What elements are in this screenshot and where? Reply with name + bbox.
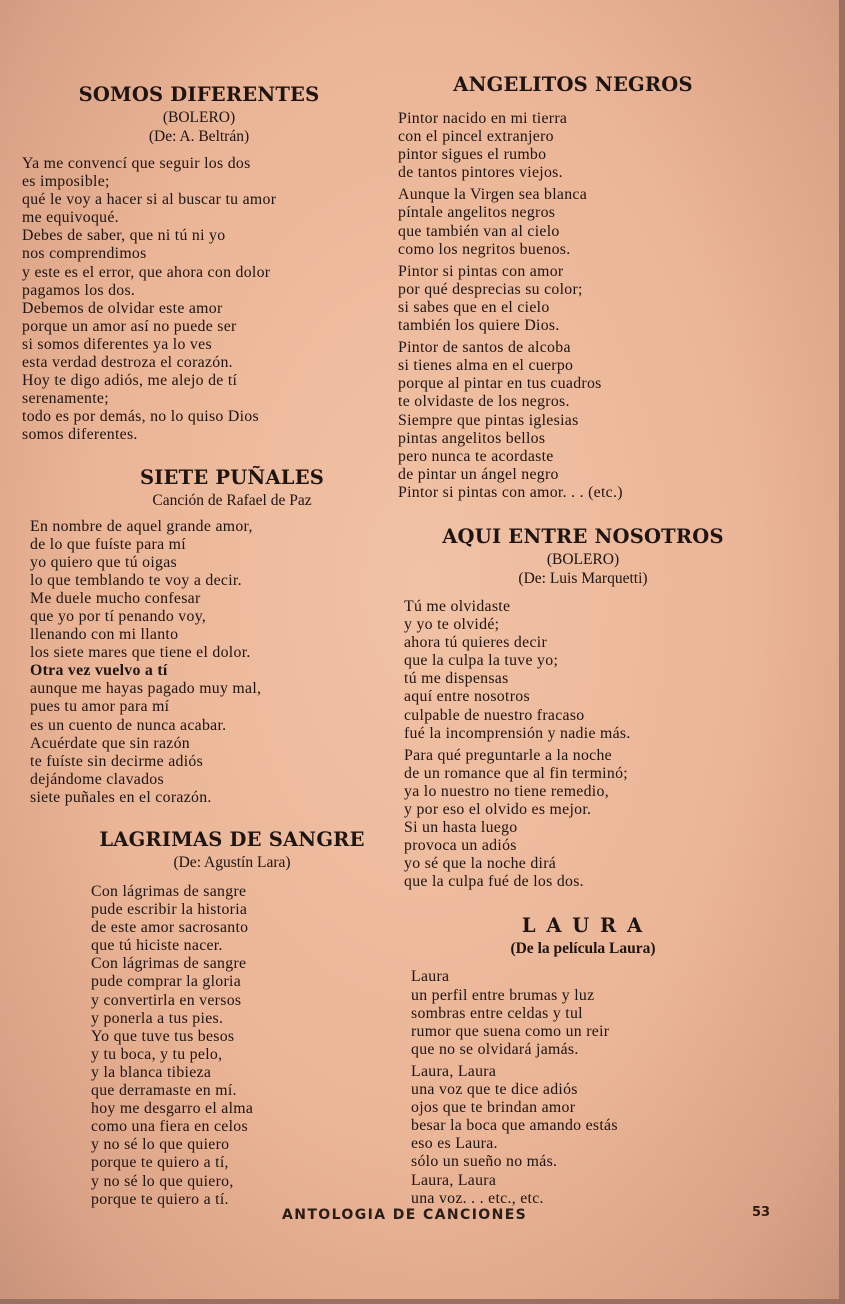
lyric-line: y no sé lo que quiero, bbox=[91, 1172, 234, 1190]
song-title: SIETE PUÑALES bbox=[139, 465, 325, 489]
lyric-line: y la blanca tibieza bbox=[91, 1063, 212, 1081]
lyric-line: es imposible; bbox=[22, 173, 110, 191]
lyric-line: Pintor nacido en mi tierra bbox=[398, 110, 568, 127]
lyric-line: te olvidaste de los negros. bbox=[398, 393, 570, 411]
lyric-line: ojos que te brindan amor bbox=[411, 1099, 576, 1117]
lyric-line: sombras entre celdas y tul bbox=[411, 1004, 583, 1022]
lyric-line: y este es el error, que ahora con dolor bbox=[22, 263, 271, 281]
song-title: AQUI ENTRE NOSOTROS bbox=[442, 524, 724, 548]
lyric-line: pues tu amor para mí bbox=[30, 698, 170, 716]
lyric-line: Debemos de olvidar este amor bbox=[22, 299, 223, 317]
lyric-line: y convertirla en versos bbox=[91, 991, 242, 1009]
lyric-line: que no se olvidará jamás. bbox=[411, 1040, 579, 1058]
lyric-line: también los quiere Dios. bbox=[398, 317, 560, 335]
lyric-line: una voz. . . etc., etc. bbox=[411, 1189, 544, 1207]
song-somos-diferentes bbox=[22, 82, 392, 445]
lyric-line: serenamente; bbox=[22, 390, 109, 408]
lyric-line: Laura bbox=[411, 968, 450, 986]
lyric-line: con el pincel extranjero bbox=[398, 128, 554, 146]
lyric-line: todo es por demás, no lo quiso Dios bbox=[22, 408, 259, 426]
lyric-line: pude comprar la gloria bbox=[91, 973, 242, 991]
lyric-line: pude escribir la historia bbox=[91, 901, 248, 919]
lyric-line: y tu boca, y tu pelo, bbox=[91, 1045, 223, 1063]
lyric-line: como los negritos buenos. bbox=[398, 240, 571, 258]
lyric-line: Laura, Laura bbox=[411, 1171, 497, 1189]
lyric-line: te fuíste sin decirme adiós bbox=[30, 752, 204, 770]
lyric-line: llenando con mi llanto bbox=[30, 626, 179, 644]
song-lagrimas-de-sangre bbox=[22, 827, 392, 1209]
lyric-line: Tú me olvidaste bbox=[404, 597, 511, 615]
lyric-line: y por eso el olvido es mejor. bbox=[404, 801, 592, 818]
lyric-line: y ponerla a tus pies. bbox=[91, 1009, 224, 1027]
lyric-line: esta verdad destroza el corazón. bbox=[22, 354, 233, 372]
lyric-line: Para qué preguntarle a la noche bbox=[404, 746, 612, 764]
lyric-line: píntale angelitos negros bbox=[398, 204, 556, 222]
lyric-line: Ya me convencí que seguir los dos bbox=[22, 155, 251, 172]
lyric-line: siete puñales en el corazón. bbox=[30, 788, 212, 806]
lyric-line: yo quiero que tú oigas bbox=[30, 553, 177, 571]
lyric-line: pintas angelitos bellos bbox=[398, 429, 546, 447]
lyric-line: si sabes que en el cielo bbox=[398, 298, 550, 316]
lyric-line: por qué desprecias su color; bbox=[398, 280, 583, 298]
page-edge-shadow bbox=[0, 1299, 845, 1304]
song-aqui-entre-nosotros bbox=[398, 524, 733, 892]
lyric-line: sólo un sueño no más. bbox=[411, 1153, 558, 1171]
lyric-line: Pintor si pintas con amor. . . (etc.) bbox=[398, 483, 623, 501]
lyric-line: ahora tú quieres decir bbox=[404, 634, 548, 652]
lyric-line: que también van al cielo bbox=[398, 222, 560, 240]
song-subtitle: (BOLERO) bbox=[546, 550, 620, 568]
lyric-line: porque un amor así no puede ser bbox=[22, 317, 237, 335]
lyric-line: me equivoqué. bbox=[22, 209, 119, 227]
lyric-line: Me duele mucho confesar bbox=[30, 589, 201, 607]
lyric-line: de pintar un ángel negro bbox=[398, 465, 559, 483]
lyric-line: pagamos los dos. bbox=[22, 281, 136, 299]
lyric-line: que la culpa la tuve yo; bbox=[404, 652, 559, 670]
song-credit: (De: A. Beltrán) bbox=[148, 128, 250, 145]
lyric-line: qué le voy a hacer si al buscar tu amor bbox=[22, 191, 277, 209]
lyric-line: lo que temblando te voy a decir. bbox=[30, 571, 242, 589]
song-title: L A U R A bbox=[521, 914, 645, 938]
lyric-line: provoca un adiós bbox=[404, 837, 517, 855]
lyric-line: Yo que tuve tus besos bbox=[91, 1027, 235, 1045]
lyric-line: fué la incomprensión y nadie más. bbox=[404, 724, 631, 742]
lyric-line: Aunque la Virgen sea blanca bbox=[398, 186, 588, 204]
lyric-line: que tú hiciste nacer. bbox=[91, 937, 223, 955]
song-credit: (De: Agustín Lara) bbox=[173, 854, 291, 871]
lyric-line: somos diferentes. bbox=[22, 426, 138, 444]
lyric-line: de este amor sacrosanto bbox=[91, 919, 249, 937]
song-laura bbox=[398, 913, 733, 1207]
lyric-line: que la culpa fué de los dos. bbox=[404, 873, 584, 891]
lyrics bbox=[398, 110, 733, 502]
lyric-line: si somos diferentes ya lo ves bbox=[22, 335, 212, 353]
lyric-line: de un romance que al fin terminó; bbox=[404, 764, 628, 782]
lyric-line: culpable de nuestro fracaso bbox=[404, 706, 585, 724]
song-credit: (De la película Laura) bbox=[510, 940, 656, 958]
lyric-line: dejándome clavados bbox=[30, 770, 164, 788]
lyric-line: que derramaste en mí. bbox=[91, 1082, 237, 1100]
lyric-line: de lo que fuíste para mí bbox=[30, 535, 186, 553]
lyrics bbox=[22, 883, 392, 1209]
lyric-line: eso es Laura. bbox=[411, 1135, 498, 1153]
lyric-line: tú me dispensas bbox=[404, 670, 509, 688]
lyric-line: nos comprendimos bbox=[22, 245, 147, 263]
lyric-line: los siete mares que tiene el dolor. bbox=[30, 644, 251, 662]
lyric-line: besar la boca que amando estás bbox=[411, 1117, 618, 1135]
lyric-line: Siempre que pintas iglesias bbox=[398, 411, 579, 429]
lyric-line: Pintor si pintas con amor bbox=[398, 262, 564, 280]
lyric-line: hoy me desgarro el alma bbox=[91, 1100, 254, 1118]
song-title: LAGRIMAS DE SANGRE bbox=[99, 828, 365, 851]
page-number: 53 bbox=[752, 1205, 771, 1220]
lyric-line: Debes de saber, que ni tú ni yo bbox=[22, 227, 226, 245]
lyric-line: yo sé que la noche dirá bbox=[404, 855, 557, 873]
right-column bbox=[398, 72, 733, 1208]
lyrics bbox=[22, 155, 392, 445]
lyric-line: si tienes alma en el cuerpo bbox=[398, 357, 574, 375]
lyric-line: pero nunca te acordaste bbox=[398, 447, 554, 465]
lyric-line: rumor que suena como un reir bbox=[411, 1022, 610, 1040]
lyric-line: Con lágrimas de sangre bbox=[91, 883, 247, 900]
lyric-line: Hoy te digo adiós, me alejo de tí bbox=[22, 372, 238, 390]
page-edge-shadow bbox=[839, 0, 845, 1304]
lyric-line: de tantos pintores viejos. bbox=[398, 164, 563, 182]
lyric-line: Acuérdate que sin razón bbox=[30, 734, 190, 752]
lyric-line: Laura, Laura bbox=[411, 1062, 497, 1080]
lyric-line: porque al pintar en tus cuadros bbox=[398, 375, 602, 393]
running-footer: ANTOLOGIA DE CANCIONES bbox=[282, 1207, 528, 1223]
song-credit: (De: Luis Marquetti) bbox=[518, 569, 648, 587]
song-credit: Canción de Rafael de Paz bbox=[152, 491, 312, 509]
lyric-line: En nombre de aquel grande amor, bbox=[30, 517, 253, 535]
lyric-line: y no sé lo que quiero bbox=[91, 1136, 230, 1154]
lyric-line: pintor sigues el rumbo bbox=[398, 146, 547, 164]
lyric-line: porque te quiero a tí, bbox=[91, 1154, 229, 1172]
lyric-line: Si un hasta luego bbox=[404, 819, 518, 837]
lyric-line: Otra vez vuelvo a tí bbox=[30, 662, 168, 680]
lyrics bbox=[22, 518, 392, 808]
lyric-line: porque te quiero a tí. bbox=[91, 1190, 229, 1208]
lyric-line: como una fiera en celos bbox=[91, 1118, 248, 1136]
lyric-line: una voz que te dice adiós bbox=[411, 1081, 578, 1099]
lyric-line: y yo te olvidé; bbox=[404, 616, 500, 634]
song-siete-punales bbox=[22, 465, 392, 808]
lyric-line: aquí entre nosotros bbox=[404, 688, 530, 706]
lyrics bbox=[398, 598, 733, 892]
left-column bbox=[22, 82, 392, 1209]
lyrics bbox=[398, 968, 733, 1207]
song-title: SOMOS DIFERENTES bbox=[78, 83, 320, 106]
song-angelitos-negros bbox=[398, 72, 733, 502]
song-title: ANGELITOS NEGROS bbox=[453, 73, 693, 96]
lyric-line: aunque me hayas pagado muy mal, bbox=[30, 680, 262, 698]
lyric-line: un perfil entre brumas y luz bbox=[411, 986, 595, 1004]
lyric-line: es un cuento de nunca acabar. bbox=[30, 716, 227, 734]
lyric-line: Con lágrimas de sangre bbox=[91, 955, 247, 973]
lyric-line: que yo por tí penando voy, bbox=[30, 607, 207, 625]
lyric-line: Pintor de santos de alcoba bbox=[398, 339, 571, 357]
lyric-line: ya lo nuestro no tiene remedio, bbox=[404, 782, 609, 800]
song-subtitle: (BOLERO) bbox=[162, 109, 236, 126]
